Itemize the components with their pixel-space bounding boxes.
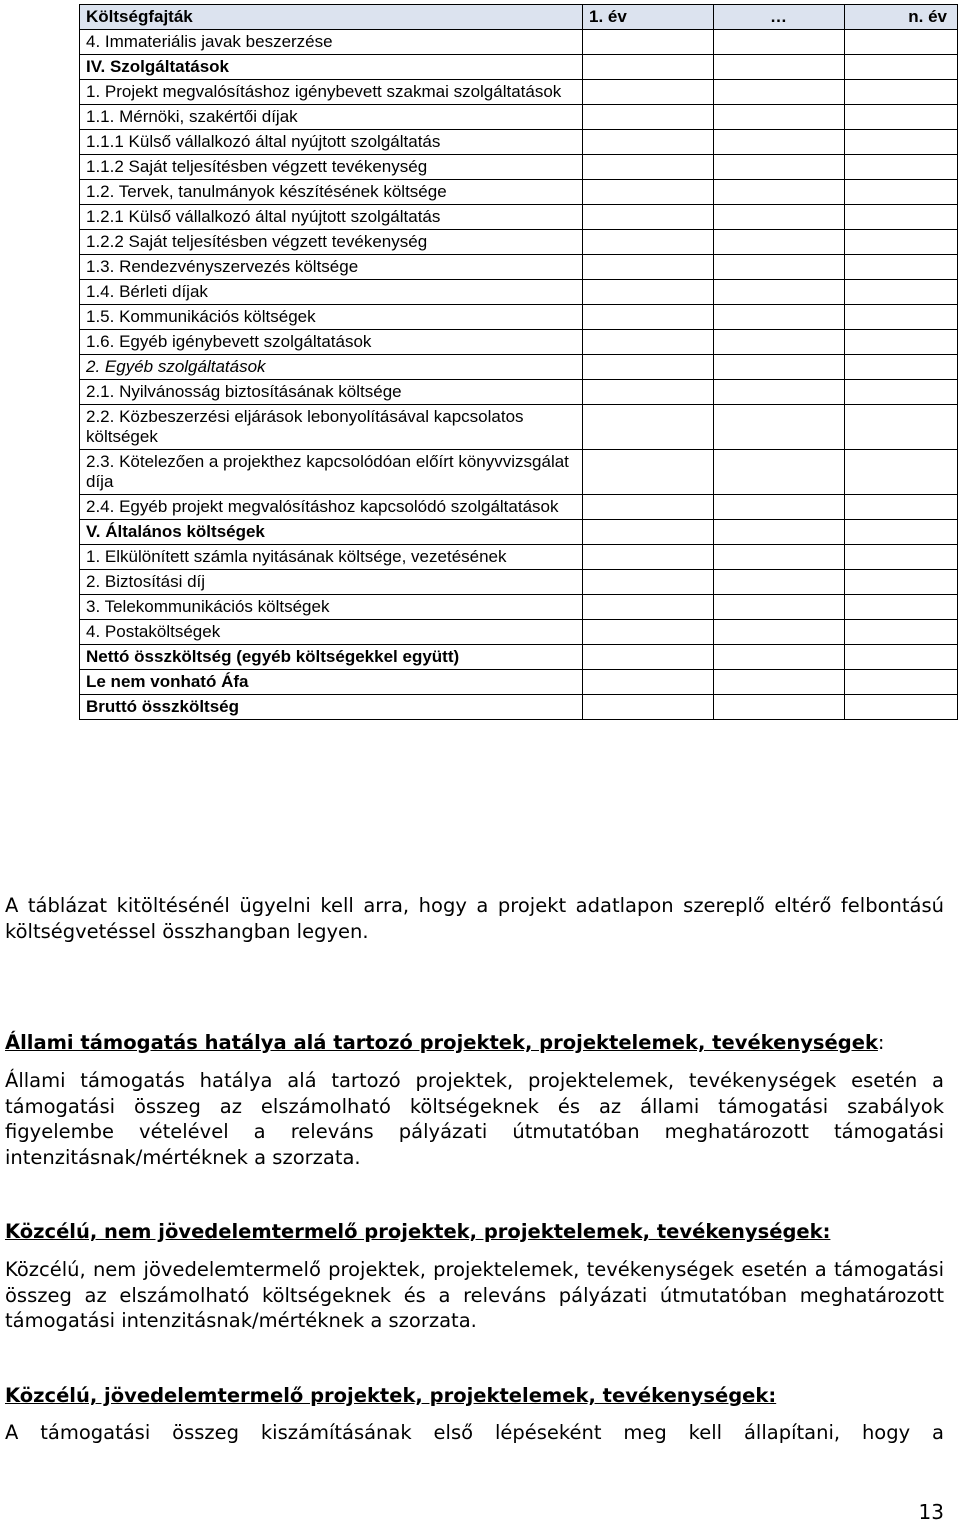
table-row (80, 280, 958, 305)
section-heading-public-revenue (5, 1383, 944, 1408)
value-cell-year-n[interactable] (845, 230, 958, 255)
cost-item-label: 1.6. Egyéb igénybevett szolgáltatások (80, 330, 583, 355)
value-cell-ellipsis[interactable] (714, 355, 845, 380)
cost-item-label: 1.1.1 Külső vállalkozó által nyújtott szolgáltatás (80, 130, 583, 155)
note-paragraph: A táblázat kitöltésénél ügyelni kell arra, hogy a projekt adatlapon szereplő eltérő felbontású költségvetéssel összhangban legyen. (5, 894, 944, 943)
value-cell-year-1[interactable] (583, 450, 714, 495)
value-cell-ellipsis[interactable] (714, 155, 845, 180)
value-cell-year-1[interactable] (583, 230, 714, 255)
value-cell-year-n[interactable] (845, 380, 958, 405)
value-cell-year-1[interactable] (583, 380, 714, 405)
table-row (80, 645, 958, 670)
value-cell-year-n[interactable] (845, 80, 958, 105)
value-cell-ellipsis[interactable] (714, 230, 845, 255)
section-heading-state-aid-text: Állami támogatás hatálya alá tartozó projektek, projektelemek, tevékenységek (5, 1031, 878, 1054)
value-cell-year-n[interactable] (845, 595, 958, 620)
value-cell-ellipsis[interactable] (714, 450, 845, 495)
value-cell-year-n[interactable] (845, 105, 958, 130)
value-cell-year-1[interactable] (583, 255, 714, 280)
value-cell-ellipsis[interactable] (714, 255, 845, 280)
table-row (80, 255, 958, 280)
value-cell-ellipsis[interactable] (714, 30, 845, 55)
value-cell-year-1[interactable] (583, 405, 714, 450)
value-cell-year-n[interactable] (845, 55, 958, 80)
value-cell-year-n[interactable] (845, 30, 958, 55)
cost-item-label: 1. Projekt megvalósításhoz igénybevett szakmai szolgáltatások (80, 80, 583, 105)
value-cell-year-n[interactable] (845, 205, 958, 230)
value-cell-ellipsis[interactable] (714, 595, 845, 620)
value-cell-year-n[interactable] (845, 645, 958, 670)
header-cost-types: Költségfajták (80, 5, 583, 30)
value-cell-ellipsis[interactable] (714, 670, 845, 695)
value-cell-year-1[interactable] (583, 595, 714, 620)
value-cell-ellipsis[interactable] (714, 80, 845, 105)
value-cell-year-1[interactable] (583, 620, 714, 645)
section-heading-colon: : (877, 1031, 885, 1054)
value-cell-ellipsis[interactable] (714, 695, 845, 720)
table-row (80, 80, 958, 105)
value-cell-ellipsis[interactable] (714, 545, 845, 570)
cost-item-label: Nettó összköltség (egyéb költségekkel együtt) (80, 645, 583, 670)
section-body-public-revenue: A támogatási összeg kiszámításának első lépéseként meg kell állapítani, hogy a (5, 1421, 944, 1444)
value-cell-year-n[interactable] (845, 255, 958, 280)
cost-table (79, 4, 958, 720)
value-cell-year-n[interactable] (845, 670, 958, 695)
value-cell-year-1[interactable] (583, 180, 714, 205)
value-cell-ellipsis[interactable] (714, 620, 845, 645)
cost-item-label: 2.4. Egyéb projekt megvalósításhoz kapcsolódó szolgáltatások (80, 495, 583, 520)
cost-item-label: 1.2.2 Saját teljesítésben végzett tevékenység (80, 230, 583, 255)
cost-item-label: V. Általános költségek (80, 520, 583, 545)
cost-item-label: 1.1. Mérnöki, szakértői díjak (80, 105, 583, 130)
table-row (80, 180, 958, 205)
value-cell-year-n[interactable] (845, 130, 958, 155)
cost-item-label: 1.2. Tervek, tanulmányok készítésének költsége (80, 180, 583, 205)
value-cell-ellipsis[interactable] (714, 180, 845, 205)
value-cell-ellipsis[interactable] (714, 570, 845, 595)
table-row (80, 305, 958, 330)
table-body (80, 30, 958, 720)
value-cell-year-1[interactable] (583, 570, 714, 595)
value-cell-year-n[interactable] (845, 355, 958, 380)
cost-item-label: Le nem vonható Áfa (80, 670, 583, 695)
section-body-state-aid: Állami támogatás hatálya alá tartozó projektek, projektelemek, tevékenységek esetén a támogatási összeg az elszámolható költségeknek és az állami támogatási szabályok figyelembe vételével a releváns pályázati útmutatóban meghatározott támogatási intenzitásnak/mértéknek a szorzata. (5, 1069, 944, 1169)
cost-item-label: 1.5. Kommunikációs költségek (80, 305, 583, 330)
cost-item-label: 1.3. Rendezvényszervezés költsége (80, 255, 583, 280)
value-cell-year-1[interactable] (583, 55, 714, 80)
table-row (80, 205, 958, 230)
value-cell-year-1[interactable] (583, 105, 714, 130)
cost-item-label: 1.4. Bérleti díjak (80, 280, 583, 305)
value-cell-ellipsis[interactable] (714, 330, 845, 355)
value-cell-year-n[interactable] (845, 305, 958, 330)
value-cell-year-1[interactable] (583, 80, 714, 105)
value-cell-year-n[interactable] (845, 405, 958, 450)
value-cell-year-1[interactable] (583, 205, 714, 230)
cost-item-label: 4. Immateriális javak beszerzése (80, 30, 583, 55)
cost-item-label: 1.2.1 Külső vállalkozó által nyújtott szolgáltatás (80, 205, 583, 230)
header-row (80, 5, 958, 30)
table-row (80, 620, 958, 645)
section-heading-public-revenue-text: Közcélú, jövedelemtermelő projektek, projektelemek, tevékenységek: (5, 1384, 777, 1407)
cost-item-label: 2. Biztosítási díj (80, 570, 583, 595)
value-cell-year-n[interactable] (845, 330, 958, 355)
value-cell-year-1[interactable] (583, 645, 714, 670)
header-ellipsis: … (714, 5, 845, 30)
table-row (80, 495, 958, 520)
value-cell-year-n[interactable] (845, 570, 958, 595)
value-cell-ellipsis[interactable] (714, 495, 845, 520)
page-number: 13 (918, 1500, 944, 1524)
value-cell-year-n[interactable] (845, 620, 958, 645)
value-cell-ellipsis[interactable] (714, 55, 845, 80)
table-row (80, 230, 958, 255)
header-year-n: n. év (845, 5, 958, 30)
value-cell-ellipsis[interactable] (714, 130, 845, 155)
section-heading-public-non-revenue-text: Közcélú, nem jövedelemtermelő projektek, projektelemek, tevékenységek: (5, 1220, 831, 1243)
value-cell-ellipsis[interactable] (714, 205, 845, 230)
value-cell-ellipsis[interactable] (714, 305, 845, 330)
value-cell-year-1[interactable] (583, 545, 714, 570)
table-row (80, 450, 958, 495)
table-row (80, 670, 958, 695)
table-row (80, 355, 958, 380)
table-row (80, 105, 958, 130)
table-row (80, 130, 958, 155)
value-cell-ellipsis[interactable] (714, 380, 845, 405)
value-cell-ellipsis[interactable] (714, 645, 845, 670)
value-cell-year-n[interactable] (845, 545, 958, 570)
table-row (80, 520, 958, 545)
table-row (80, 545, 958, 570)
cost-item-label: Bruttó összköltség (80, 695, 583, 720)
value-cell-year-n[interactable] (845, 450, 958, 495)
value-cell-year-1[interactable] (583, 520, 714, 545)
value-cell-year-1[interactable] (583, 305, 714, 330)
value-cell-year-n[interactable] (845, 280, 958, 305)
value-cell-ellipsis[interactable] (714, 280, 845, 305)
value-cell-year-1[interactable] (583, 330, 714, 355)
value-cell-year-1[interactable] (583, 355, 714, 380)
value-cell-year-1[interactable] (583, 130, 714, 155)
cost-item-label: 2.2. Közbeszerzési eljárások lebonyolításával kapcsolatos költségek (80, 405, 583, 450)
cost-item-label: 1.1.2 Saját teljesítésben végzett tevékenység (80, 155, 583, 180)
table-row (80, 570, 958, 595)
section-body-public-non-revenue: Közcélú, nem jövedelemtermelő projektek, projektelemek, tevékenységek esetén a támogatási összeg az elszámolható költségeknek és a releváns pályázati útmutatóban meghatározott támogatási intenzitásnak/mértéknek a szorzata. (5, 1258, 944, 1332)
section-heading-public-non-revenue (5, 1219, 944, 1244)
value-cell-year-n[interactable] (845, 180, 958, 205)
value-cell-year-n[interactable] (845, 695, 958, 720)
value-cell-year-1[interactable] (583, 30, 714, 55)
cost-item-label: 1. Elkülönített számla nyitásának költsége, vezetésének (80, 545, 583, 570)
value-cell-year-n[interactable] (845, 495, 958, 520)
value-cell-year-1[interactable] (583, 155, 714, 180)
value-cell-year-n[interactable] (845, 155, 958, 180)
table-row (80, 30, 958, 55)
value-cell-year-1[interactable] (583, 670, 714, 695)
table-row (80, 155, 958, 180)
cost-item-label: 3. Telekommunikációs költségek (80, 595, 583, 620)
value-cell-year-1[interactable] (583, 695, 714, 720)
table-row (80, 405, 958, 450)
cost-item-label: 2. Egyéb szolgáltatások (80, 355, 583, 380)
table-header (80, 5, 958, 30)
cost-item-label: 2.3. Kötelezően a projekthez kapcsolódóan előírt könyvvizsgálat díja (80, 450, 583, 495)
cost-item-label: IV. Szolgáltatások (80, 55, 583, 80)
value-cell-year-n[interactable] (845, 520, 958, 545)
value-cell-ellipsis[interactable] (714, 520, 845, 545)
table-row (80, 595, 958, 620)
cost-item-label: 4. Postaköltségek (80, 620, 583, 645)
header-year-1: 1. év (583, 5, 714, 30)
value-cell-year-1[interactable] (583, 280, 714, 305)
section-heading-state-aid (5, 1030, 944, 1055)
table-row (80, 380, 958, 405)
value-cell-ellipsis[interactable] (714, 405, 845, 450)
table-row (80, 55, 958, 80)
table-row (80, 330, 958, 355)
table-row (80, 695, 958, 720)
value-cell-ellipsis[interactable] (714, 105, 845, 130)
cost-item-label: 2.1. Nyilvánosság biztosításának költsége (80, 380, 583, 405)
value-cell-year-1[interactable] (583, 495, 714, 520)
